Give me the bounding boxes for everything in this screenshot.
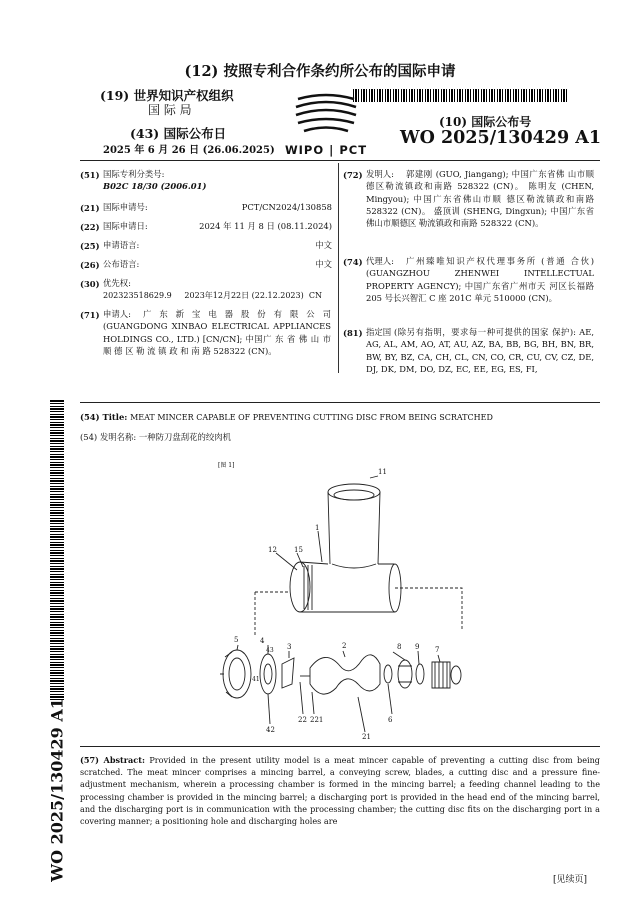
document-title: (12) 按照专利合作条约所公布的国际申请 [184,63,456,80]
label-9: 9 [415,643,420,651]
field-74-value: 广州臻唯知识产权代理事务所 (普通 合伙) (GUANGZHOU ZHENWEI INTELLECTUAL PROPERTY AGENCY); 中国广东省广州市天 河区长福路 205 号长兴智汇 C 座 201C 单元 510000 (CN)。 [366,256,594,303]
field-51-value: B02C 18/30 (2006.01) [103,181,207,191]
abstract [80,754,600,827]
field-25-value: 中文 [315,240,332,250]
continued-note: [见续页] [553,875,588,885]
field-21-label: 国际申请号: [103,202,148,212]
pub-no: WO 2025/130429 A1 [400,128,601,148]
side-pub-number: WO 2025/130429 A1 [47,698,67,882]
field-51-label: 国际专利分类号: [103,169,165,179]
abstract-divider [80,746,600,747]
wipo-logo [284,93,368,155]
label-6: 6 [388,716,393,724]
field-81-code: (81) [343,328,363,338]
meat-mincer-exploded-icon [200,452,480,742]
figure-drawing [200,452,480,742]
label-4: 4 [260,637,265,645]
title-en-row [80,411,493,424]
label-7: 7 [435,646,440,654]
field-71-value: 广 东 新 宝 电 器 股 份 有 限 公 司 (GUANGDONG XINBAO ELECTRICAL APPLIANCES HOLDINGS CO., LTD.) [CN/CN]; 中国广 东 省 佛 山 市 顺 德 区 勒 流 镇 政 和 南 路 528322 (CN)。 [103,309,331,356]
field-22-label: 国际申请日: [103,221,148,231]
column-divider [338,163,339,373]
field-30-value: 202323518629.9 2023年12月22日 (22.12.2023) CN [103,291,322,300]
label-1: 1 [315,524,320,532]
field-25-code: (25) [80,241,100,251]
field-81-value: (除另有指明，要求每一种可提供的国家 保护): AE, AG, AL, AM, AO, AT, AU, AZ, BA, BB, BG, BH, BN, BR, BW, BY, BZ, CA, CH, CL, CN, CO, CR, CU, CV, CZ, DE, DJ, DK, DM, DO, DZ, EC, EE, EG, ES, FI, [366,327,594,374]
field-72-label: 发明人: [366,169,394,179]
title-en-label: (54) Title: [80,412,128,422]
field-22-code: (22) [80,222,100,232]
field-72-code: (72) [343,170,363,180]
field-74-code: (74) [343,257,363,267]
label-41: 41 [252,676,260,683]
field-71-code: (71) [80,310,100,320]
title-cn: 一种防刀盘刮花的绞肉机 [138,432,231,442]
label-22: 22 [298,716,307,724]
label-8: 8 [397,643,402,651]
field-22-value: 2024 年 11 月 8 日 (08.11.2024) [199,221,332,231]
label-5: 5 [234,636,239,644]
org-bureau: 国 际 局 [148,103,192,117]
field-21-value: PCT/CN2024/130858 [241,202,332,212]
field-26-value: 中文 [315,259,332,269]
org-name: (19) 世界知识产权组织 [100,88,234,103]
field-21-code: (21) [80,203,100,213]
label-42: 42 [266,726,275,734]
pub-date-label: (43) 国际公布日 [130,126,227,141]
label-11: 11 [378,468,387,476]
field-71-label: 申请人: [103,309,131,319]
label-15: 15 [294,546,303,554]
abstract-text: Provided in the present utility model is a meat mincer capable of preventing a cutting disc from being scratched. The meat mincer comprises a mincing barrel, a conveying screw, blades, a cutting disc and a pressure fine-adjustment mechanism, wherein a processing chamber is formed in the mincing barrel; a feeding channel leading to the processing chamber is provided in the mincing barrel; a discharging port is provided in the head end of the mincing barrel, and the discharging port is in communication with the processing chamber; the cutting disc fits on the discharging port in a covering manner; a positioning hole and discharging holes are [80,755,600,827]
wipo-emblem-icon [284,93,368,137]
label-3: 3 [287,643,292,651]
field-74-label: 代理人: [366,256,394,266]
header-divider [80,160,600,161]
field-51-code: (51) [80,170,100,180]
top-barcode [353,89,567,102]
abstract-label: (57) Abstract: [80,755,145,765]
title-cn-label: (54) 发明名称: [80,432,137,442]
pub-no-label: (10) 国际公布号 [439,115,532,129]
title-cn-row [80,431,231,443]
title-en: MEAT MINCER CAPABLE OF PREVENTING CUTTING DISC FROM BEING SCRATCHED [130,413,493,422]
pub-date: 2025 年 6 月 26 日 (26.06.2025) [103,145,275,156]
field-30-label: 优先权: [103,278,131,288]
field-72-value: 郭建刚 (GUO, Jiangang); 中国广东省佛 山市顺德区勒流镇政和南路 528322 (CN)。 陈明友 (CHEN, Mingyou); 中国广东省佛山市顺 德区勒流镇政和南路 528322 (CN)。 盛顶训 (SHENG, Dingxun); 中国广东省佛山市顺德区 勒流镇政和南路 528322 (CN)。 [366,169,594,229]
field-25-label: 申请语言: [103,240,140,250]
label-2: 2 [342,642,347,650]
field-26-label: 公布语言: [103,259,140,269]
field-26-code: (26) [80,260,100,270]
wipo-logo-text: WIPO | PCT [284,143,368,157]
fig-label: [图 1] [218,462,235,469]
label-21: 21 [362,733,371,741]
field-81-label: 指定国 [366,327,392,337]
title-divider [80,402,600,403]
field-30-code: (30) [80,279,100,289]
side-barcode [50,400,64,700]
label-43: 43 [266,647,274,654]
label-221: 221 [310,716,324,724]
label-12: 12 [268,546,277,554]
